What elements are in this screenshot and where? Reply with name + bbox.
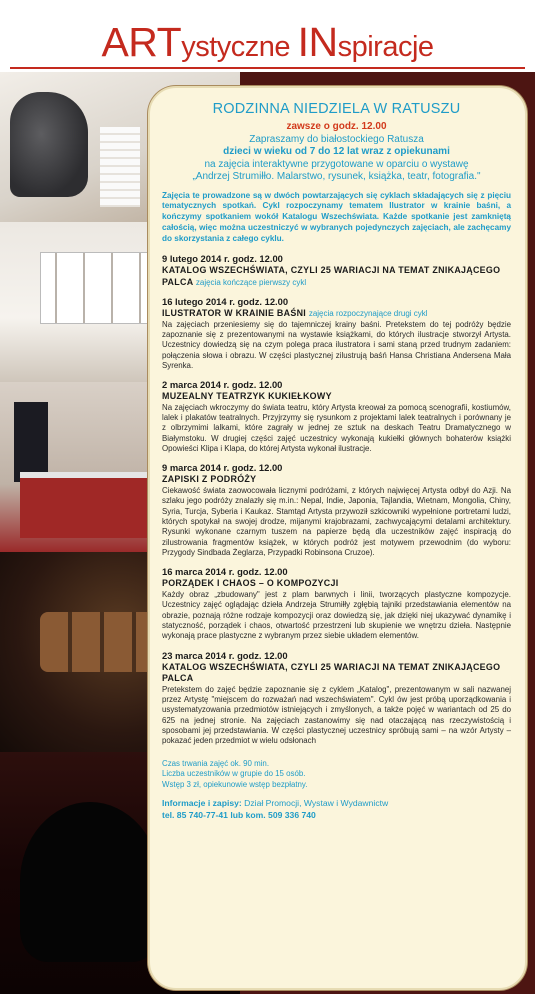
contact-info <box>162 798 511 820</box>
contact-department: Dział Promocji, Wystaw i Wydawnictw <box>244 798 389 809</box>
contact-label: Informacje i zapisy: <box>162 798 242 809</box>
page-title <box>0 20 535 69</box>
contact-phone: tel. 85 740-77-41 lub kom. 509 336 740 <box>162 809 316 820</box>
title-part-art: ART <box>101 19 182 65</box>
event-title: MUZEALNY TEATRZYK KUKIEŁKOWY <box>162 391 332 402</box>
event-date: 2 marca 2014 r. godz. 12.00 <box>162 379 283 391</box>
practical-info <box>162 759 511 791</box>
costume-shape <box>14 402 48 482</box>
event-item <box>162 650 511 747</box>
event-date: 9 marca 2014 r. godz. 12.00 <box>162 462 283 474</box>
figure-shape <box>20 802 160 962</box>
header <box>0 0 535 72</box>
event-title <box>162 265 511 288</box>
group-size-text: Liczba uczestników w grupie do 15 osób. <box>162 769 306 779</box>
intro-time: zawsze o godz. 12.00 <box>286 121 387 132</box>
description: Zajęcia te prowadzone są w dwóch powtarzających się cyklach składających się z pięciu tematycznych spotkań. Cykl rozpoczynamy tematem Ilustrator w krainie baśni, a kończymy spotkaniem wokół Katalogu Wszechświata. Każde spotkanie jest zamkniętą całością, więc można uczestniczyć w wybranych pojedynczych zajęciach, ale zachęcamy do skorzystania z całego cyklu. <box>162 190 511 244</box>
intro-invite: Zapraszamy do białostockiego Ratusza <box>249 133 424 145</box>
event-title: KATALOG WSZECHŚWIATA, CZYLI 25 WARIACJI NA TEMAT ZNIKAJĄCEGO PALCA <box>162 661 501 684</box>
event-note: zajęcia rozpoczynające drugi cykl <box>308 309 428 319</box>
event-title <box>162 308 511 320</box>
event-title: PORZĄDEK I CHAOS – O KOMPOZYCJI <box>162 578 339 589</box>
event-title-text: KATALOG WSZECHŚWIATA, CZYLI 25 WARIACJI NA TEMAT ZNIKAJĄCEGO PALCA <box>162 265 501 287</box>
event-item <box>162 296 511 371</box>
title-part-ystyczne: ystyczne <box>181 31 298 63</box>
event-date: 16 lutego 2014 r. godz. 12.00 <box>162 296 289 308</box>
event-note: zajęcia kończące pierwszy cykl <box>195 277 307 287</box>
title-part-in: IN <box>297 19 338 65</box>
intro-exhibition: „Andrzej Strumiłło. Malarstwo, rysunek, książka, teatr, fotografia." <box>192 171 481 182</box>
event-item <box>162 566 511 641</box>
event-title: ZAPISKI Z PODRÓŻY <box>162 474 257 485</box>
event-item <box>162 253 511 288</box>
intro-audience: dzieci w wieku od 7 do 12 lat wraz z opiekunami <box>223 146 450 157</box>
intro-classes: na zajęcia interaktywne przygotowane w oparciu o wystawę <box>204 158 469 170</box>
sculpture-shape <box>10 92 88 197</box>
tower-shape <box>100 127 140 207</box>
title-underline <box>10 67 525 69</box>
event-item <box>162 462 511 558</box>
event-body: Na zajęciach wkroczymy do świata teatru, który Artysta kreował za pomocą scenografii, kostiumów, lalek i plakatów teatralnych. Przyjrzymy się rysunkom z projektami lalek teatralnych i porównany je z olbrzymimi lalkami, które zagrały w jednej ze sztuk na deskach Teatru Dramatycznego w Białymstoku. W drugiej części zajęć uczestnicy wykonają kukiełki głównych bohaterów książki Opowieści Klipa i Klapa, do której Artysta wykonał ilustracje. <box>162 402 511 454</box>
price-text: Wstęp 3 zł, opiekunowie wstęp bezpłatny. <box>162 779 308 789</box>
event-body: Każdy obraz „zbudowany" jest z plam barwnych i linii, tworzących plastyczne kompozycje. Uczestnicy zajęć oglądając dzieła Andrzeja Strumiłły zgłębią tajniki przedstawiania elementów na obrazie, poznają różne rodzaje kompozycji oraz dowiedzą się, jak dzięki niej ukazywać dynamikę i statyczność, porządek i chaos, otwartość przestrzeni lub skupienie we wnętrzu dzieła. Następnie wykonają prace plastyczne z wybranym przez siebie układem elementów. <box>162 589 511 641</box>
event-item <box>162 379 511 454</box>
event-date: 16 marca 2014 r. godz. 12.00 <box>162 566 288 578</box>
event-date: 9 lutego 2014 r. godz. 12.00 <box>162 253 283 265</box>
event-body: Na zajęciach przeniesiemy się do tajemniczej krainy baśni. Pretekstem do tej podróży będzie zapoznanie się z prezentowanymi na wystawie książkami, do których ilustracje stworzył Artysta. Uczestnicy dowiedzą się na czym polega praca ilustratora i sami staną przed trudnym zadaniem: połączenia słowa i obrazu. W części plastycznej zilustrują baśń Hansa Christiana Andersena Mała Syrenka. <box>162 319 511 370</box>
content <box>162 100 511 821</box>
intro <box>162 121 511 184</box>
main-heading: RODZINNA NIEDZIELA W RATUSZU <box>212 101 461 117</box>
event-body: Pretekstem do zajęć będzie zapoznanie się z cyklem „Katalog", prezentowanym w sali nazwanej przez Artystę "miejscem do rozważań nad wszechświatem". Cykl ów jest próbą uporządkowania i usystematyzowania przedmiotów istniejących i zmyślonych, a także pojęć w wariantach od 25 do 625 na jednej stronie. Na zajęciach zastanowimy się nad otaczającą nas rzeczywistością i sposobami jej przedstawiania. W części plastycznej uczestnicy spróbują sami – na wzór Artysty – pokazać jeden przedmiot w wielu odsłonach <box>162 684 511 746</box>
content-panel <box>148 86 527 990</box>
event-body: Ciekawość świata zaowocowała licznymi podróżami, z których najwięcej Artysta odbył do Azji. Na szlaku jego podróży znalazły się m.in.: Nepal, Indie, Japonia, Tajlandia, Wietnam, Mongolia, Chiny, Syria, Turcja, Syberia i Kaukaz. Stamtąd Artysta przywoził szkicowniki wypełnione portretami ludzi, których spotykał na swojej drodze, mijanymi krajobrazami, zachwycającymi detalami architektury. Rysunki wykonane czarnym tuszem na papierze będą dla uczestników zajęć inspiracją do zilustrowania fragmentów książek, w których podróż jest motywem przewodnim (do wyboru: Przygody Sindbada Żeglarza, Przypadki Robinsona Cruzoe). <box>162 485 511 558</box>
event-date: 23 marca 2014 r. godz. 12.00 <box>162 649 288 661</box>
event-title-text: ILUSTRATOR W KRAINIE BAŚNI <box>162 308 307 319</box>
title-part-spiracje: spiracje <box>337 31 434 63</box>
duration-text: Czas trwania zajęć ok. 90 min. <box>162 758 270 768</box>
